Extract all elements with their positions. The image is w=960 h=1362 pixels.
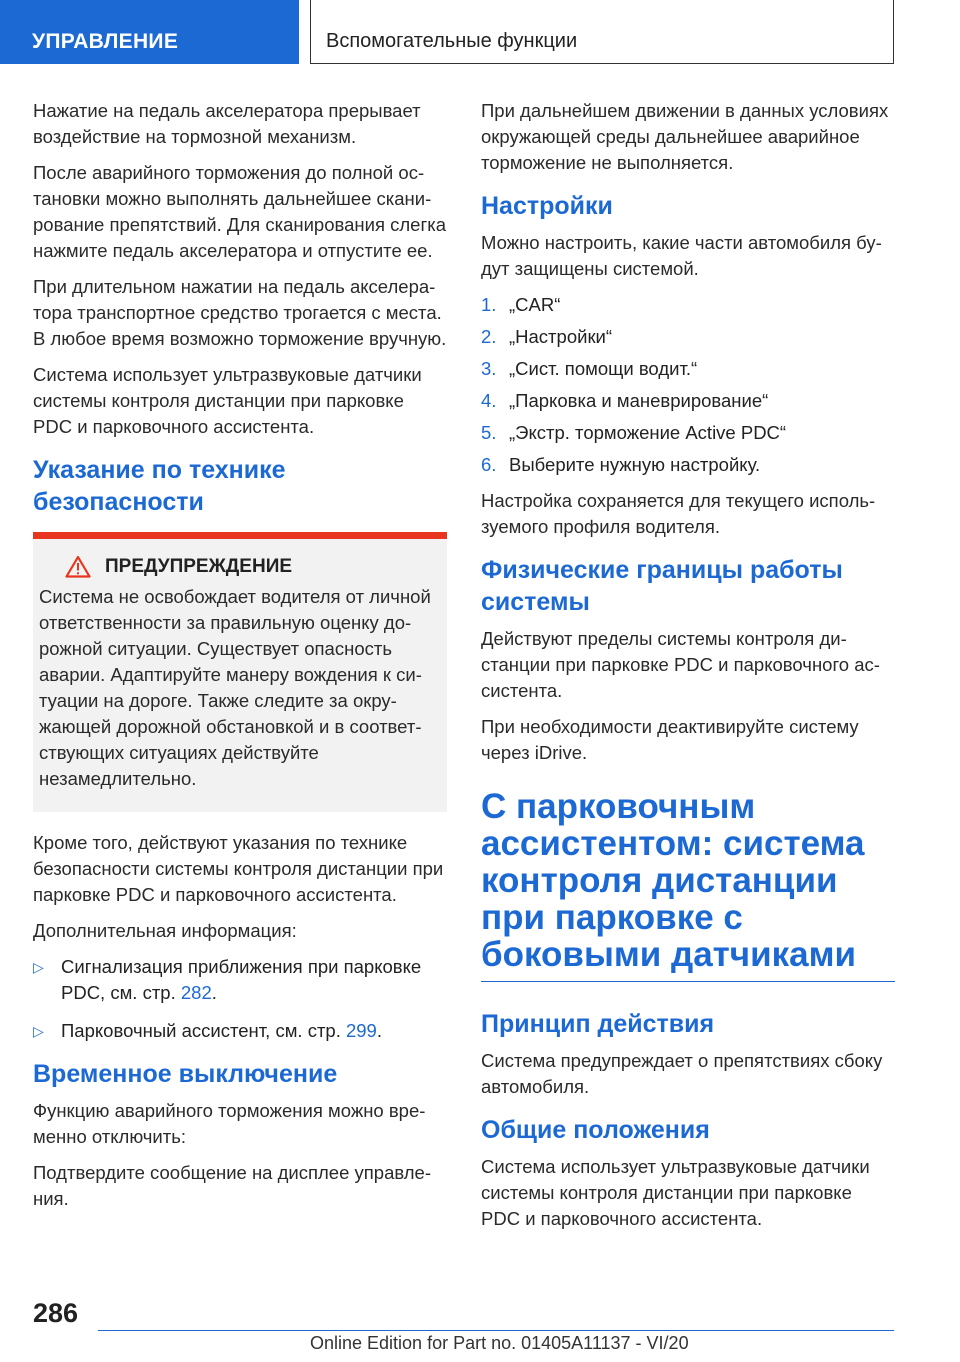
paragraph: Дополнительная информация:: [33, 920, 297, 941]
paragraph: Система использует ультразвуковые датчики системы контроля дистанции при парковке PDC и парковочного ассистента.: [481, 1156, 870, 1229]
list-item: 5. „Экстр. торможение Active PDC“: [481, 422, 787, 443]
edition-text: Online Edition for Part no. 01405A11137 - VI/20: [310, 1333, 689, 1353]
warning-title: ПРЕДУПРЕЖДЕНИЕ: [105, 555, 293, 577]
chapter-title: Вспомогательные функции: [326, 30, 578, 52]
footer-divider: [98, 1330, 894, 1331]
paragraph: После аварийного торможения до полной остановки можно выполнять дальнейшее сканирование препятствий. Для сканирования слегка нажмите педаль акселератора и отпустите ее.: [33, 162, 446, 261]
list-item: 4. „Парковка и маневрирование“: [481, 390, 769, 411]
paragraph: Можно настроить, какие части автомобиля будут защищены системой.: [481, 232, 882, 279]
temp-off-heading: Временное выключение: [33, 1060, 338, 1088]
paragraph: Действуют пределы системы контроля дистанции при парковке PDC и парковочного ассистента.: [481, 628, 880, 701]
paragraph: При дальнейшем движении в данных условиях окружающей среды дальнейшее аварийное торможение не выполняется.: [481, 100, 889, 173]
paragraph: Настройка сохраняется для текущего используемого профиля водителя.: [481, 490, 876, 537]
triangle-bullet-icon: ▷: [33, 959, 44, 975]
principle-heading: Принцип действия: [481, 1010, 715, 1038]
warning-box: [33, 532, 447, 812]
list-item: [33, 954, 447, 1006]
safety-heading: Указание по технике безопасности: [33, 456, 286, 516]
reference-list: [33, 954, 447, 1044]
paragraph: Нажатие на педаль акселератора прерывает воздействие на тормозной механизм.: [33, 100, 421, 147]
chapter-tab: [310, 0, 894, 64]
warning-triangle-icon: [65, 555, 91, 578]
list-item: 2. „Настройки“: [481, 326, 613, 347]
section-title: УПРАВЛЕНИЕ: [32, 30, 179, 53]
page-number: 286: [33, 1298, 79, 1328]
paragraph: Подтвердите сообщение на дисплее управления.: [33, 1162, 432, 1209]
warning-title-row: [39, 555, 439, 578]
left-column: [33, 98, 447, 1222]
page-link[interactable]: 299: [345, 1020, 377, 1041]
right-column: [481, 98, 895, 1242]
paragraph: Система использует ультразвуковые датчики системы контроля дистанции при парковке PDC и парковочного ассистента.: [33, 364, 422, 437]
settings-heading: Настройки: [481, 192, 613, 220]
triangle-bullet-icon: ▷: [33, 1023, 44, 1039]
paragraph: Кроме того, действуют указания по технике безопасности системы контроля дистанции при парковке PDC и парковочного ассистента.: [33, 832, 444, 905]
paragraph: При длительном нажатии на педаль акселератора транспортное средство трогается с места. В любое время возможно торможение вручную.: [33, 276, 447, 349]
warning-text: Система не освобождает водителя от личной ответственности за правильную оценку дорожной ситуации. Существует опасность аварии. Адаптируйте манеру вождения к ситуации на дороге. Также следите за окружающей дорожной обстановкой и в соответствующих ситуациях действуйте незамедлительно.: [39, 586, 431, 789]
list-item: 3. „Сист. помощи водит.“: [481, 358, 698, 379]
main-heading: С парковочным ассистентом: система контроля дистанции при парковке с боковыми датчиками: [481, 788, 895, 982]
page-link[interactable]: 282: [180, 982, 212, 1003]
paragraph: Функцию аварийного торможения можно временно отключить:: [33, 1100, 426, 1147]
list-item: 1. „CAR“: [481, 294, 561, 315]
settings-steps: [481, 292, 895, 478]
paragraph: При необходимости деактивируйте систему через iDrive.: [481, 716, 859, 763]
paragraph: Система предупреждает о препятствиях сбоку автомобиля.: [481, 1050, 883, 1097]
reference-item: Парковочный ассистент, см. стр. 299.: [61, 1020, 382, 1041]
section-tab: [0, 0, 299, 64]
reference-item: Сигнализация приближения при парковке PDC, см. стр. 282.: [61, 956, 422, 1003]
general-heading: Общие положения: [481, 1116, 710, 1144]
list-item: 6. Выберите нужную настройку.: [481, 454, 761, 475]
limits-heading: Физические границы работы системы: [481, 556, 843, 616]
list-item: [33, 1018, 447, 1044]
